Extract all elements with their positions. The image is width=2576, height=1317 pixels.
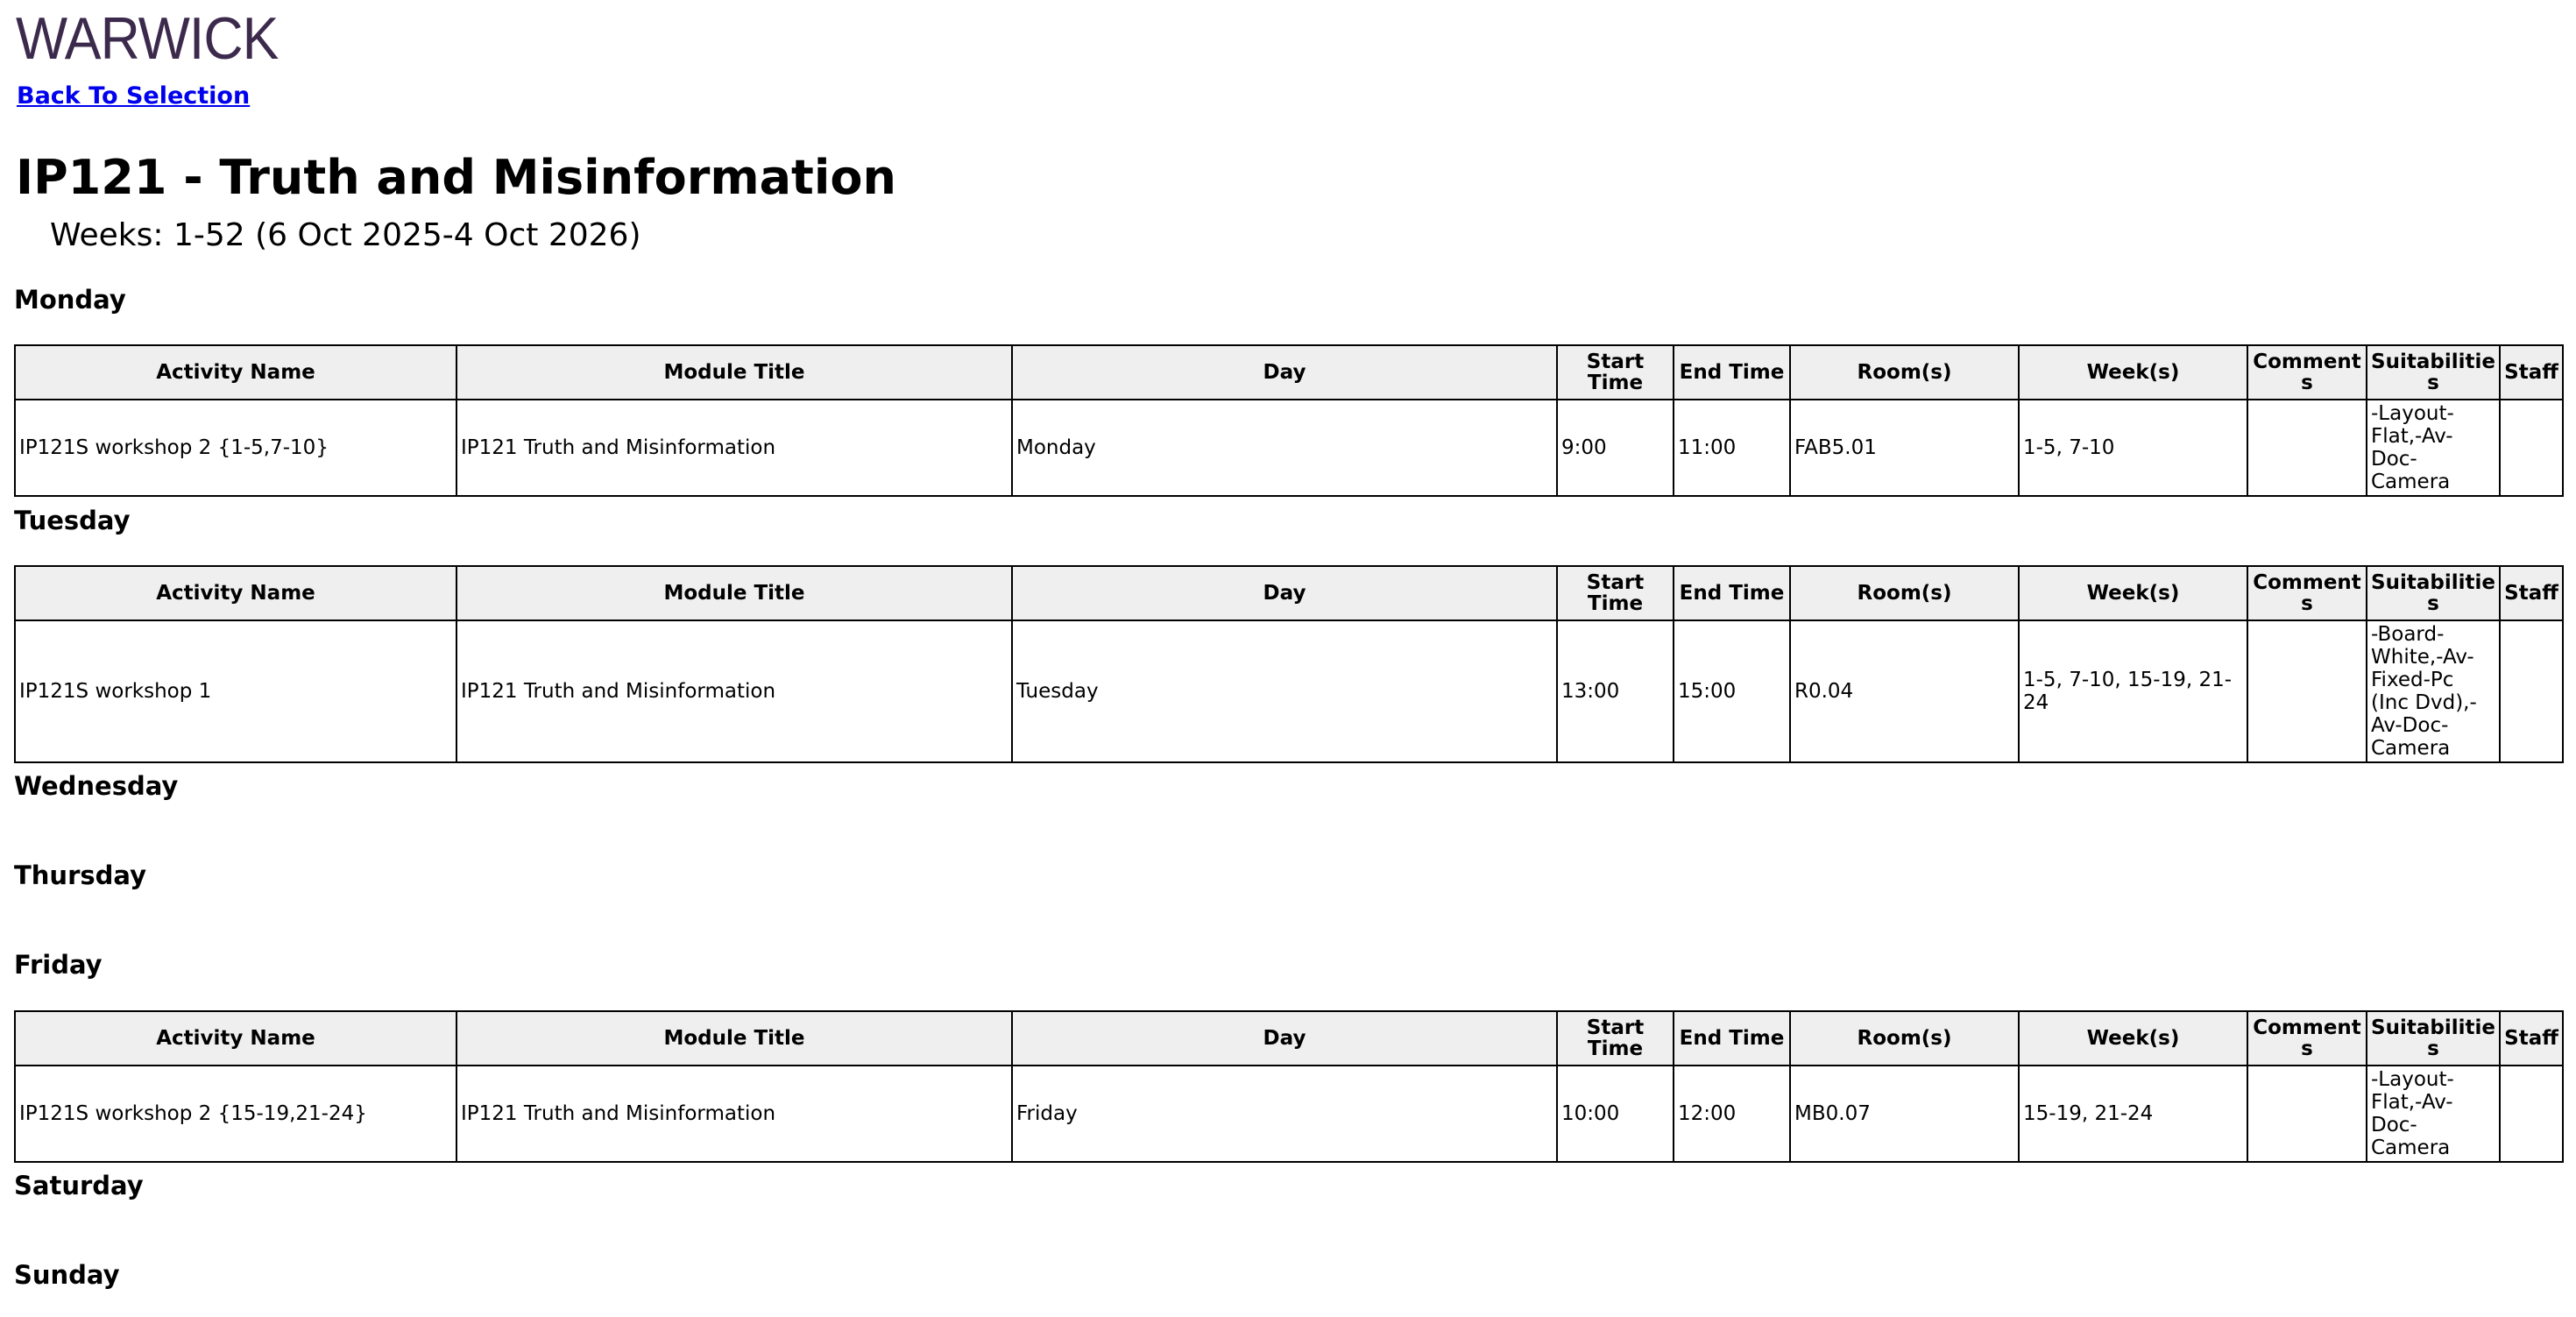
cell-day: Monday <box>1012 400 1557 496</box>
col-header-activity: Activity Name <box>15 345 456 400</box>
cell-activity: IP121S workshop 2 {1-5,7-10} <box>15 400 456 496</box>
table-row <box>15 1066 2563 1162</box>
day-heading-monday: Monday <box>14 285 126 315</box>
col-header-rooms: Room(s) <box>1790 1011 2019 1066</box>
col-header-activity: Activity Name <box>15 566 456 620</box>
col-header-day: Day <box>1012 1011 1557 1066</box>
col-header-end: End Time <box>1674 345 1790 400</box>
cell-module: IP121 Truth and Misinformation <box>456 620 1012 762</box>
cell-staff <box>2500 1066 2563 1162</box>
cell-start: 9:00 <box>1557 400 1674 496</box>
table-row <box>15 620 2563 762</box>
day-heading-tuesday: Tuesday <box>14 506 131 535</box>
cell-activity: IP121S workshop 1 <box>15 620 456 762</box>
warwick-logo: WARWICK <box>16 5 279 72</box>
col-header-module: Module Title <box>456 345 1012 400</box>
cell-comments <box>2247 620 2367 762</box>
cell-module: IP121 Truth and Misinformation <box>456 1066 1012 1162</box>
cell-staff <box>2500 620 2563 762</box>
timetable-friday <box>14 1010 2564 1163</box>
timetable-monday <box>14 344 2564 497</box>
col-header-staff: Staff <box>2500 1011 2563 1066</box>
col-header-end: End Time <box>1674 1011 1790 1066</box>
col-header-weeks: Week(s) <box>2019 566 2247 620</box>
back-to-selection-link[interactable]: Back To Selection <box>17 82 251 110</box>
col-header-start: Start Time <box>1557 566 1674 620</box>
cell-start: 10:00 <box>1557 1066 1674 1162</box>
cell-comments <box>2247 1066 2367 1162</box>
day-heading-friday: Friday <box>14 950 103 980</box>
cell-end: 15:00 <box>1674 620 1790 762</box>
col-header-suitabilities: Suitabilities <box>2367 566 2500 620</box>
cell-suitabilities: -Layout-Flat,-Av-Doc-Camera <box>2367 1066 2500 1162</box>
cell-weeks: 1-5, 7-10, 15-19, 21-24 <box>2019 620 2247 762</box>
cell-weeks: 1-5, 7-10 <box>2019 400 2247 496</box>
col-header-suitabilities: Suitabilities <box>2367 345 2500 400</box>
cell-module: IP121 Truth and Misinformation <box>456 400 1012 496</box>
col-header-start: Start Time <box>1557 1011 1674 1066</box>
col-header-end: End Time <box>1674 566 1790 620</box>
weeks-range: Weeks: 1-52 (6 Oct 2025-4 Oct 2026) <box>50 217 641 253</box>
col-header-activity: Activity Name <box>15 1011 456 1066</box>
page-title: IP121 - Truth and Misinformation <box>16 150 896 205</box>
col-header-staff: Staff <box>2500 345 2563 400</box>
cell-day: Friday <box>1012 1066 1557 1162</box>
col-header-weeks: Week(s) <box>2019 345 2247 400</box>
day-heading-thursday: Thursday <box>14 860 146 890</box>
cell-start: 13:00 <box>1557 620 1674 762</box>
col-header-comments: Comments <box>2247 345 2367 400</box>
col-header-staff: Staff <box>2500 566 2563 620</box>
cell-staff <box>2500 400 2563 496</box>
timetable-tuesday <box>14 565 2564 763</box>
cell-room: MB0.07 <box>1790 1066 2019 1162</box>
cell-suitabilities: -Layout-Flat,-Av-Doc-Camera <box>2367 400 2500 496</box>
col-header-comments: Comments <box>2247 566 2367 620</box>
cell-end: 12:00 <box>1674 1066 1790 1162</box>
col-header-start: Start Time <box>1557 345 1674 400</box>
day-heading-wednesday: Wednesday <box>14 771 179 801</box>
col-header-module: Module Title <box>456 566 1012 620</box>
table-header-row <box>15 566 2563 620</box>
cell-end: 11:00 <box>1674 400 1790 496</box>
cell-suitabilities: -Board-White,-Av-Fixed-Pc (Inc Dvd),-Av-Doc-Camera <box>2367 620 2500 762</box>
cell-room: R0.04 <box>1790 620 2019 762</box>
col-header-weeks: Week(s) <box>2019 1011 2247 1066</box>
day-heading-sunday: Sunday <box>14 1260 120 1290</box>
col-header-day: Day <box>1012 566 1557 620</box>
col-header-day: Day <box>1012 345 1557 400</box>
day-heading-saturday: Saturday <box>14 1171 144 1200</box>
col-header-rooms: Room(s) <box>1790 566 2019 620</box>
table-row <box>15 400 2563 496</box>
col-header-suitabilities: Suitabilities <box>2367 1011 2500 1066</box>
col-header-comments: Comments <box>2247 1011 2367 1066</box>
cell-activity: IP121S workshop 2 {15-19,21-24} <box>15 1066 456 1162</box>
col-header-rooms: Room(s) <box>1790 345 2019 400</box>
cell-day: Tuesday <box>1012 620 1557 762</box>
cell-room: FAB5.01 <box>1790 400 2019 496</box>
col-header-module: Module Title <box>456 1011 1012 1066</box>
cell-comments <box>2247 400 2367 496</box>
table-header-row <box>15 345 2563 400</box>
cell-weeks: 15-19, 21-24 <box>2019 1066 2247 1162</box>
table-header-row <box>15 1011 2563 1066</box>
